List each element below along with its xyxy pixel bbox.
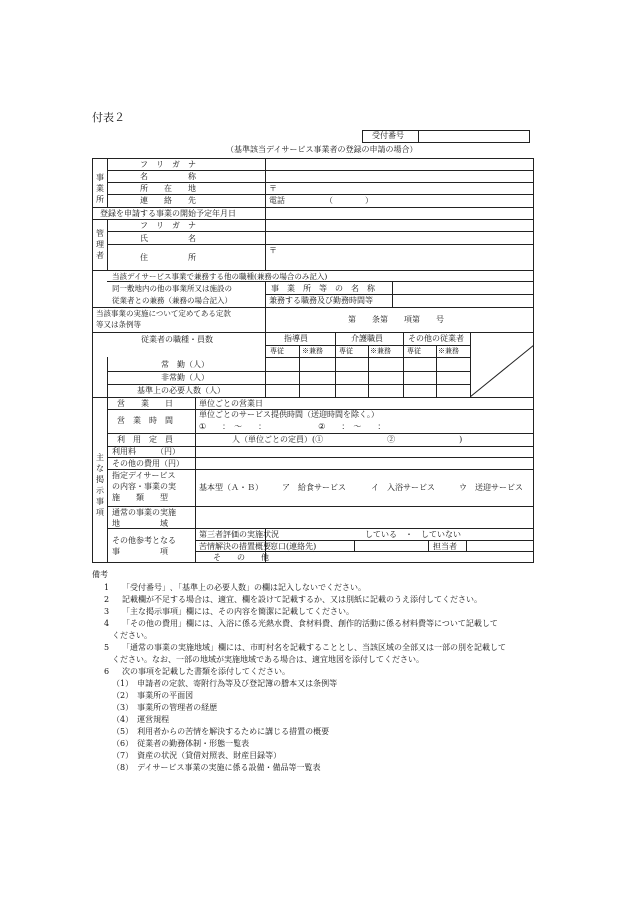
start-date-label: 登録を申請する事業の開始予定年月日 bbox=[100, 209, 236, 218]
note-text: 次の事項を記載した書類を添付してください。 bbox=[122, 667, 290, 676]
rules-article-text: 第 条第 項第 号 bbox=[348, 315, 444, 324]
office-phone-label: 電話 bbox=[269, 196, 285, 205]
note-number: 1 bbox=[104, 583, 110, 592]
attachment-item: （8） デイサービス事業の実施に係る設備・備品等一覧表 bbox=[112, 763, 321, 772]
attachment-item: （1） 申請者の定款、寄附行為等及び登記簿の謄本又は条例等 bbox=[112, 679, 338, 688]
note-text-continued: ください。なお、一部の地域が実施地域である場合は、適宜地図を添付してください。 bbox=[112, 655, 424, 664]
manager-postal-mark: 〒 bbox=[269, 246, 277, 255]
note-text: 「主な掲示事項」欄には、その内容を簡潔に記載してください。 bbox=[122, 607, 354, 616]
staff-diagonal bbox=[470, 345, 534, 397]
staff-label: 従業者の職種・員数 bbox=[141, 335, 213, 344]
sub-col-dedicated: 専従 bbox=[339, 347, 353, 355]
other-label: そ の 他 bbox=[213, 553, 269, 562]
area-line1: 通常の事業の実施 bbox=[112, 508, 176, 517]
note-number: 3 bbox=[104, 607, 110, 616]
note-text: 「通常の事業の実施地域」欄には、市町村名を記載することとし、当該区域の全部又は一部の別を記載して bbox=[122, 643, 506, 652]
attachment-item: （4） 運営規程 bbox=[112, 715, 170, 724]
business-hours-line: ① ： ～ ： ② ： ～ ： bbox=[199, 422, 386, 431]
other-fee-label: その他の費用（円） bbox=[112, 459, 184, 468]
staff-col-instructor: 指導員 bbox=[284, 334, 308, 343]
business-hours-note: 単位ごとのサービス提供時間（送迎時間を除く。） bbox=[199, 410, 379, 419]
business-days-label: 営 業 日 bbox=[117, 399, 173, 408]
note-text: 「受付番号」､「基準上の必要人数」の欄は記入しないでください。 bbox=[122, 583, 366, 592]
attachment-item: （3） 事業所の管理者の経歴 bbox=[112, 703, 218, 712]
office-name-field[interactable] bbox=[266, 171, 533, 182]
designated-option-bath: イ 入浴サービス bbox=[371, 483, 435, 492]
complaint-label: 苦情解決の措置概要 bbox=[199, 542, 271, 551]
business-hours-label: 営 業 時 間 bbox=[117, 416, 173, 425]
form-subtitle: （基準該当デイサービス事業者の登録の申請の場合） bbox=[226, 145, 418, 154]
posted-group-label: 主な掲示事項 bbox=[96, 453, 104, 517]
sub-col-dedicated: 専従 bbox=[407, 347, 421, 355]
receipt-number-label: 受付番号 bbox=[372, 131, 404, 140]
manager-name-label: 氏 名 bbox=[140, 234, 196, 243]
concurrent-title: 当該デイサービス事業で兼務する他の職種(兼務の場合のみ記入) bbox=[112, 272, 328, 281]
office-name-label: 名 称 bbox=[140, 172, 196, 181]
attachment-item: （2） 事業所の平面図 bbox=[112, 691, 194, 700]
staff-col-care-worker: 介護職員 bbox=[351, 334, 383, 343]
note-text-continued: ください。 bbox=[112, 631, 152, 640]
designated-option-basic: 基本型（Ａ・Ｂ） bbox=[199, 483, 263, 492]
designated-option-meal: ア 給食サービス bbox=[282, 483, 346, 492]
staff-col-other-staff: その他の従業者 bbox=[408, 334, 464, 343]
rules-label-line1: 当該事業の実施について定めてある定款 bbox=[96, 309, 231, 318]
sub-col-dedicated: 専従 bbox=[270, 347, 284, 355]
designated-option-transport: ウ 送迎サービス bbox=[459, 483, 523, 492]
office-phone-parens: （ ） bbox=[325, 196, 373, 205]
fee-label: 利用料 （円） bbox=[112, 447, 180, 456]
ref-line2: 事 項 bbox=[112, 547, 168, 556]
business-days-value: 単位ごとの営業日 bbox=[199, 399, 263, 408]
manager-furigana-label: フ リ ガ ナ bbox=[140, 221, 196, 230]
attachment-item: （7） 資産の状況（貸借対照表、財産目録等） bbox=[112, 751, 282, 760]
third-party-value: している ・ していない bbox=[365, 530, 461, 539]
third-party-label: 第三者評価の実施状況 bbox=[199, 530, 279, 539]
sub-col-concurrent: ※兼務 bbox=[370, 347, 391, 355]
capacity-value: 人（単位ごとの定員）(① ② ) bbox=[232, 435, 463, 444]
designated-line1: 指定デイサービス bbox=[112, 471, 176, 480]
sub-col-concurrent: ※兼務 bbox=[438, 347, 459, 355]
note-number: 6 bbox=[104, 667, 110, 676]
attachment-item: （6） 従業者の勤務体制・形態一覧表 bbox=[112, 739, 250, 748]
manager-group-label: 管理者 bbox=[96, 229, 104, 260]
concurrent-duty-header: 兼務する職務及び勤務時間等 bbox=[269, 296, 373, 305]
notes-heading: 備考 bbox=[92, 570, 108, 579]
staff-row-fulltime: 常 勤（人） bbox=[161, 360, 209, 369]
ref-line1: その他参考となる bbox=[112, 536, 176, 545]
complaint-window: 窓口(連絡先) bbox=[270, 542, 317, 551]
other-office-line1: 同一敷地内の他の事業所又は施設の bbox=[112, 284, 232, 293]
start-date-field[interactable] bbox=[266, 208, 533, 219]
office-group-label: 事業所 bbox=[96, 173, 104, 204]
staff-row-required: 基準上の必要人数（人） bbox=[137, 386, 225, 395]
staff-row-parttime: 非常勤（人） bbox=[161, 373, 209, 382]
note-text: 記載欄が不足する場合は、適宜、欄を設けて記載するか、又は別紙に記載のうえ添付してください。 bbox=[122, 595, 482, 604]
office-postal-mark: 〒 bbox=[269, 184, 277, 193]
sub-col-concurrent: ※兼務 bbox=[302, 347, 323, 355]
rules-label-line2: 等又は条例等 bbox=[96, 320, 141, 329]
note-number: 4 bbox=[104, 619, 110, 628]
office-furigana-label: フ リ ガ ナ bbox=[140, 160, 196, 169]
other-office-line2: 従業者との兼務（兼務の場合記入） bbox=[112, 296, 232, 305]
capacity-label: 利 用 定 員 bbox=[117, 435, 173, 444]
person-in-charge: 担当者 bbox=[433, 542, 457, 551]
manager-address-label: 住 所 bbox=[140, 253, 196, 262]
receipt-number-field[interactable] bbox=[420, 131, 528, 142]
designated-line3: 施 類 型 bbox=[112, 493, 168, 502]
concurrent-office-name-header: 事 業 所 等 の 名 称 bbox=[271, 284, 375, 293]
office-furigana-field[interactable] bbox=[266, 159, 533, 170]
office-location-label: 所 在 地 bbox=[140, 184, 196, 193]
designated-line2: の内容・事業の実 bbox=[112, 482, 176, 491]
note-number: 2 bbox=[104, 595, 110, 604]
area-line2: 地 域 bbox=[112, 519, 168, 528]
office-contact-label: 連 絡 先 bbox=[140, 196, 196, 205]
form-title: 付表２ bbox=[92, 111, 125, 124]
note-number: 5 bbox=[104, 643, 110, 652]
attachment-item: （5） 利用者からの苦情を解決するために講じる措置の概要 bbox=[112, 727, 330, 736]
note-text: 「その他の費用」欄には、入浴に係る光熱水費、食材料費、創作的活動に係る材料費等について記載して bbox=[122, 619, 498, 628]
